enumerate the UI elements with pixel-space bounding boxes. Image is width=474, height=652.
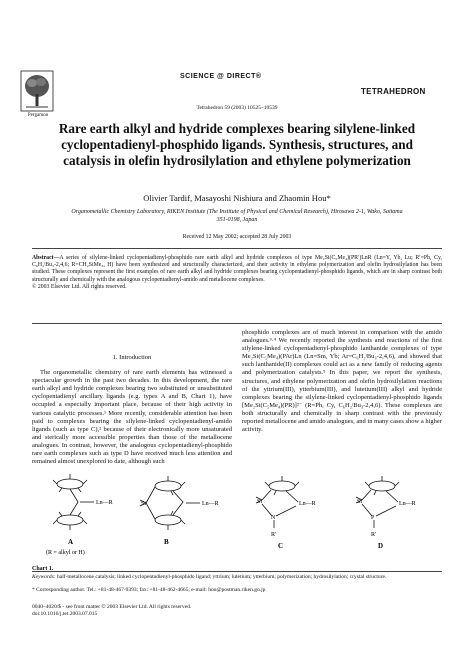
keywords-text: half-metallocene catalysis; linked cyclopentadienyl-phosphido ligand; yttrium; lutetium; ytterbium; polymerization; hydrosilylation; crystal structure. xyxy=(57,574,387,580)
c-ln-r-label: Ln—R xyxy=(299,501,316,507)
c-si-label: Si xyxy=(257,499,263,505)
label-a: A xyxy=(68,538,74,546)
abstract-label: Abstract— xyxy=(32,255,60,261)
structure-d xyxy=(356,476,399,528)
abstract xyxy=(32,255,442,291)
label-d: D xyxy=(378,542,384,550)
abstract-copyright: © 2003 Elsevier Ltd. All rights reserved. xyxy=(32,283,127,290)
footnote-rule xyxy=(32,571,442,572)
abstract-text: A series of silylene-linked cyclopentadienyl-phosphido rare earth alkyl and hydride complexes of type Me₂Si(C₅Me₄)(PR′)LnR (Ln=Y, Yb, Lu; R′=Ph, Cy, C₆H₂ᵗBu₃-2,4,6; R=CH₂SiMe₃, H) have been synthesized and structurally characterized, and their activity in ethylene polymerization and olefin hydrosilylation has been studied. These complexes represent the first examples of rare earth alkyl and hydride complexes bearing cyclopentadienyl-phosphido ligands, which are in sharp contrast both structurally and chemically with the analogous cyclopentadienyl-amido and metallocene complexes. xyxy=(32,255,442,283)
chart-caption: Chart 1. xyxy=(32,566,54,572)
title-line-3: catalysis in olefin hydrosilylation and ethylene polymerization xyxy=(63,153,411,169)
b-ln-r-label: Ln—R xyxy=(202,501,219,507)
affiliation-line-1: Organometallic Chemistry Laboratory, RIKEN Institute (The Institute of Physical and Chemical Research), Hirosawa 2-1, Wako, Saitama xyxy=(71,209,403,215)
keywords xyxy=(32,574,442,581)
received-dates: Received 12 May 2002; accepted 28 July 2003 xyxy=(182,234,292,240)
c-r-prime-label: R′ xyxy=(271,532,277,538)
structure-c xyxy=(256,476,299,528)
structure-b xyxy=(140,476,200,530)
keywords-label: Keywords: xyxy=(32,574,56,580)
body-right-column xyxy=(242,329,442,434)
citation-line: Tetrahedron 59 (2003) 10525–10539 xyxy=(196,105,278,111)
body-left-column xyxy=(32,350,232,466)
section-heading: 1. Introduction xyxy=(112,354,152,361)
d-p-label: P xyxy=(371,515,375,521)
title-line-2: cyclopentadienyl-phosphido ligands. Synthesis, structures, and xyxy=(61,137,413,153)
corresponding-author: * Corresponding author. Tel.: +81-48-467-9393; fax: +81-48-462-4665; e-mail: hou@postman.riken.go.jp xyxy=(32,587,266,593)
affiliation-line-2: 351-0198, Japan xyxy=(216,216,258,223)
intro-paragraph-right: phosphido complexes are of much interest in comparison with the amido analogues.³·⁴ We recently reported the synthesis and reactions of the first silylene-linked cyclopentadienyl-phosphido lanthanide complexes of type Me₂Si(C₅Me₄)(PAr)Ln (Ln=Sm, Yb; Ar=C₆H₂ᵗBu₃-2,4,6), and showed that such lanthanide(II) complexes could act as a new family of reducing agents and polymerization catalysts.⁵ In this paper, we report the synthesis, structures, and ethylene polymerization and olefin hydrosilylation reactions of the yttrium(III), ytterbium(III), and lutetium(III) alkyl and hydride complexes bearing the silylene-linked cyclopentadienyl-phosphido ligands [Me₂Si(C₅Me₄)(PR)]²⁻ (R=Ph, Cy, C₆H₂ᵗBu₃-2,4,6). These complexes are both structurally and chemically in sharp contrast with the previously reported metallocene and amido analogues, and in many cases show a higher activity. xyxy=(242,329,442,434)
publisher-logo-text: Pergamon xyxy=(27,113,49,118)
journal-name: TETRAHEDRON xyxy=(361,87,426,96)
title-line-1: Rare earth alkyl and hydride complexes bearing silylene-linked xyxy=(58,121,416,136)
doi-line: doi:10.1016/j.tet.2003.07.015 xyxy=(32,610,98,617)
b-si-label: Si xyxy=(141,501,147,507)
d-r-prime-label: R′ xyxy=(371,532,377,538)
r-note: (R = alkyl or H) xyxy=(46,550,85,556)
abstract-bottom-rule xyxy=(32,323,442,324)
d-ln-r-label: Ln—R xyxy=(399,501,416,507)
chart-1-structures xyxy=(40,472,440,560)
footer xyxy=(32,604,191,618)
d-si-label: Si xyxy=(357,499,363,505)
sciencedirect-logo: SCIENCE @ DIRECT® xyxy=(180,73,262,80)
issn-line: 0040–4020/$ - see front matter © 2003 Elsevier Ltd. All rights reserved. xyxy=(32,604,192,610)
article-title xyxy=(24,121,450,170)
authors: Olivier Tardif, Masayoshi Nishiura and Zhaomin Hou* xyxy=(143,193,331,203)
abstract-top-rule xyxy=(32,248,442,249)
affiliation xyxy=(32,209,442,224)
a-ln-r-label: Ln—R xyxy=(96,500,113,506)
label-b: B xyxy=(164,538,169,546)
structure-a xyxy=(53,474,94,530)
c-n-label: N xyxy=(271,515,276,521)
label-c: C xyxy=(278,542,284,550)
intro-paragraph-left: The organometallic chemistry of rare earth elements has witnessed a spectacular growth in the past two decades. In this development, the rare earth alkyl and hydride complexes bearing two substituted or unsubstituted cyclopentadienyl ancillary ligands (e.g. types A and B, Chart 1), have occupied a especially important place, because of their high activity in various catalytic processes.¹ More recently, considerable attention has been paid to complexes bearing the silylene-linked cyclopentadienyl-amido ligands (such as type C),² because of their electronically more unsaturated and sterically more accessible properties than those of the metallocene analogues. In contrast, however, the analogous cyclopentadienyl-phosphido rare earth complexes such as type D have received much less attention and remained almost unexplored to date, although such xyxy=(32,369,232,466)
